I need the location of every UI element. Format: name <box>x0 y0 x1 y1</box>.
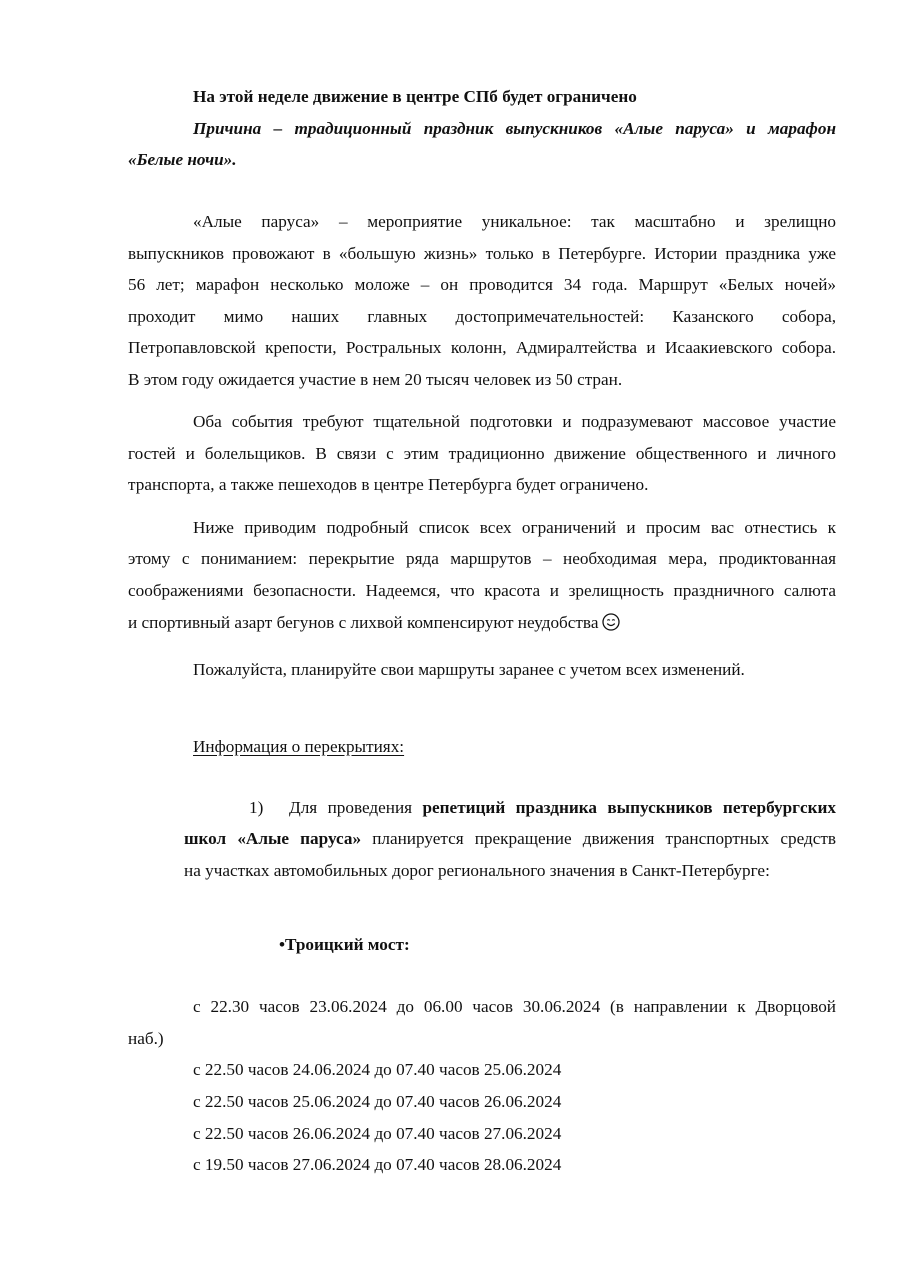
para2-line: гостей и болельщиков. В связи с этим традиционно движение общественного и личного <box>128 444 836 463</box>
para4: Пожалуйста, планируйте свои маршруты заранее с учетом всех изменений. <box>193 660 745 679</box>
item1-text-start: Для проведения <box>289 798 413 817</box>
closure-line: наб.) <box>128 1029 164 1048</box>
para3-line: соображениями безопасности. Надеемся, что красота и зрелищность праздничного салюта <box>128 581 836 600</box>
bridge-heading <box>279 933 410 957</box>
closure-line: с 22.50 часов 26.06.2024 до 07.40 часов 27.06.2024 <box>193 1124 562 1143</box>
bridge-name: Троицкий мост: <box>285 935 410 954</box>
closure-line: с 19.50 часов 27.06.2024 до 07.40 часов 28.06.2024 <box>193 1155 562 1174</box>
para3-last-line <box>128 611 620 635</box>
para1-line: В этом году ожидается участие в нем 20 тысяч человек из 50 стран. <box>128 370 623 389</box>
closure-line: с 22.50 часов 24.06.2024 до 07.40 часов 25.06.2024 <box>193 1060 562 1079</box>
closure-line: с 22.30 часов 23.06.2024 до 06.00 часов 30.06.2024 (в направлении к Дворцовой <box>193 997 836 1016</box>
item1-bold-part2: школ «Алые паруса» <box>184 829 362 848</box>
item1-number: 1) <box>249 798 264 817</box>
smiley-icon <box>602 613 620 631</box>
bullet: • <box>279 935 286 954</box>
page-title: На этой неделе движение в центре СПб будет ограничено <box>193 87 637 106</box>
item1-line-3: на участках автомобильных дорог регионального значения в Санкт-Петербурге: <box>184 861 770 880</box>
item1-line-1 <box>289 796 836 820</box>
item1-bold-part1: репетиций праздника выпускников петербургских <box>422 798 837 817</box>
para1-line: проходит мимо наших главных достопримечательностей: Казанского собора, <box>128 307 836 326</box>
para1-line: Петропавловской крепости, Ростральных колонн, Адмиралтейства и Исаакиевского собора. <box>128 338 836 357</box>
item1-text-rest1: планируется прекращение движения транспортных средств <box>372 829 836 848</box>
para1-line: выпускников провожают в «большую жизнь» только в Петербурге. Истории праздника уже <box>128 244 836 263</box>
para1-line: «Алые паруса» – мероприятие уникальное: так масштабно и зрелищно <box>193 212 836 231</box>
subtitle-line-1: Причина – традиционный праздник выпускников «Алые паруса» и марафон <box>193 119 836 138</box>
para1-line: 56 лет; марафон несколько моложе – он проводится 34 года. Маршрут «Белых ночей» <box>128 275 836 294</box>
section-heading: Информация о перекрытиях: <box>193 737 405 756</box>
subtitle-line-2: «Белые ночи». <box>128 150 237 169</box>
para3-line: Ниже приводим подробный список всех ограничений и просим вас отнестись к <box>193 518 836 537</box>
para3-line: этому с пониманием: перекрытие ряда маршрутов – необходимая мера, продиктованная <box>128 549 836 568</box>
item1-line-2 <box>184 827 836 851</box>
para2-line: транспорта, а также пешеходов в центре Петербурга будет ограничено. <box>128 475 649 494</box>
para3-line: и спортивный азарт бегунов с лихвой компенсируют неудобства <box>128 613 599 632</box>
closure-line: с 22.50 часов 25.06.2024 до 07.40 часов 26.06.2024 <box>193 1092 562 1111</box>
para2-line: Оба события требуют тщательной подготовки и подразумевают массовое участие <box>193 412 836 431</box>
